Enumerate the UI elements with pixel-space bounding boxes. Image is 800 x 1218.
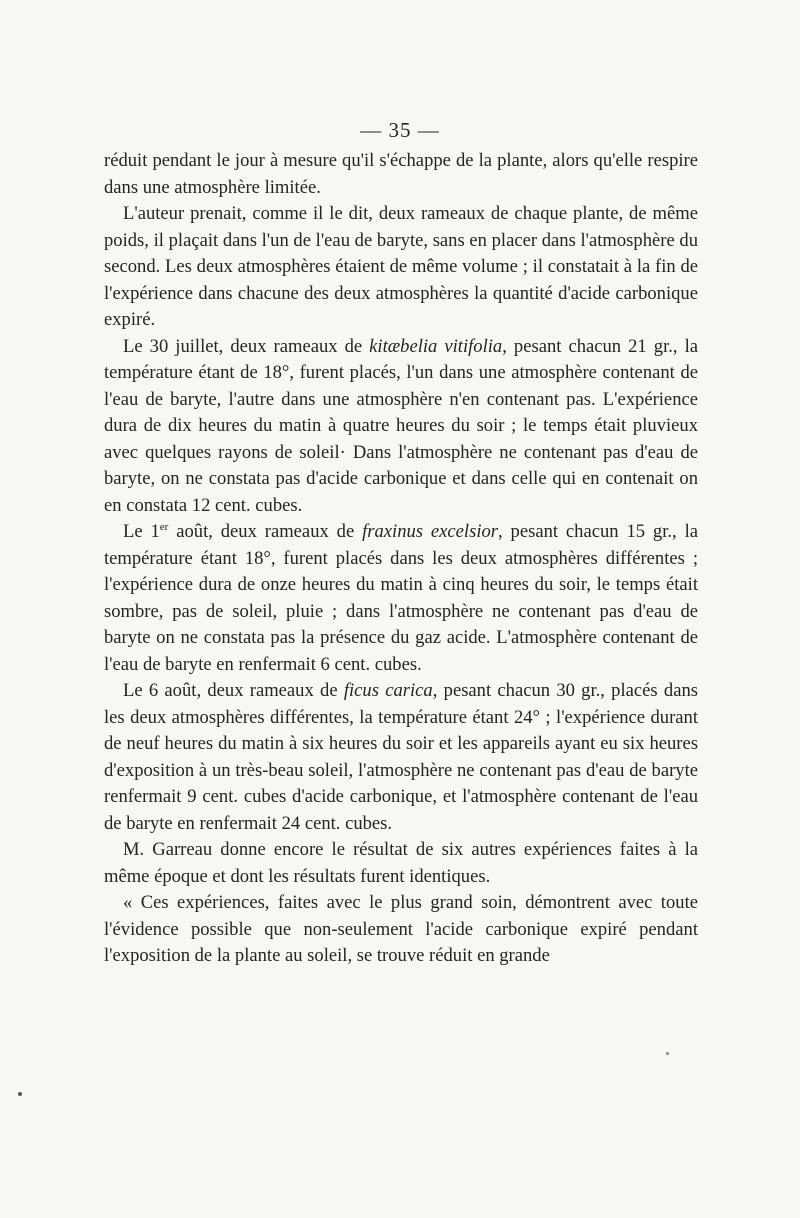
paragraph-5-after: , pesant chacun 30 gr., placés dans les deux atmosphères différentes, la température étant 24° ; l'expérience durant de neuf heures du matin à six heures du soir et les appareils ayant eu six heures d'exposition à un très-beau soleil, l'atmosphère ne contenant pas d'eau de baryte renfermait 9 cent. cubes d'acide carbonique, et l'atmosphère contenant de l'eau de baryte en renfermait 24 cent. cubes. [104,680,698,834]
paper-speck [666,1052,669,1055]
paragraph-4 [104,519,698,678]
paragraph-4-prefix: Le 1 [123,521,160,542]
paragraph-4-before: août, deux rameaux de [168,521,363,542]
paragraph-3-before: Le 30 juillet, deux rameaux de [123,335,370,357]
paragraph-4-after: , pesant chacun 15 gr., la température étant 18°, furent placés dans les deux atmosphères différentes ; l'expérience dura de onze heures du matin à cinq heures du soir, le temps était sombre, pas de soleil, pluie ; dans l'atmosphère ne contenant pas d'eau de baryte on ne constata pas la présence du gaz acide. L'atmosphère contenant de l'eau de baryte en renfermait 6 cent. cubes. [104,521,698,675]
paragraph-5 [104,678,698,837]
paragraph-5-before: Le 6 août, deux rameaux de [123,680,344,701]
paragraph-2: L'auteur prenait, comme il le dit, deux rameaux de chaque plante, de même poids, il plaçait dans l'un de l'eau de baryte, sans en placer dans l'atmosphère du second. Les deux atmosphères étaient de même volume ; il constatait à la fin de l'expérience dans chacune des deux atmosphères la quantité d'acide carbonique expiré. [104,203,698,330]
paragraph-7: « Ces expériences, faites avec le plus grand soin, démontrent avec toute l'évidence possible que non-seulement l'acide carbonique expiré pendant l'exposition de la plante au soleil, se trouve réduit en grande [104,892,698,966]
species-name-ficus: ficus carica [343,680,433,701]
species-name-kitaebelia: kitæbelia vitifolia [369,335,503,357]
ordinal-superscript: er [159,520,169,533]
paragraph-1: réduit pendant le jour à mesure qu'il s'échappe de la plante, alors qu'elle respire dans une atmosphère limitée. [104,150,698,198]
body-text [104,148,698,970]
species-name-fraxinus: fraxinus excelsior [362,521,499,542]
paragraph-6: M. Garreau donne encore le résultat de six autres expériences faites à la même époque et dont les résultats furent identiques. [104,839,698,887]
paragraph-3-after: , pesant chacun 21 gr., la température étant de 18°, furent placés, l'un dans une atmosphère contenant de l'eau de baryte, l'autre dans une atmosphère n'en contenant pas. L'expérience dura de dix heures du matin à quatre heures du soir ; le temps était pluvieux avec quelques rayons de soleil· Dans l'atmosphère ne contenant pas d'eau de baryte, on ne constata pas d'acide carbonique et dans celle qui en contenait on en constata 12 cent. cubes. [104,335,698,516]
paper-speck [18,1092,22,1096]
page-number: — 35 — [360,118,440,142]
paragraph-3 [104,334,698,520]
